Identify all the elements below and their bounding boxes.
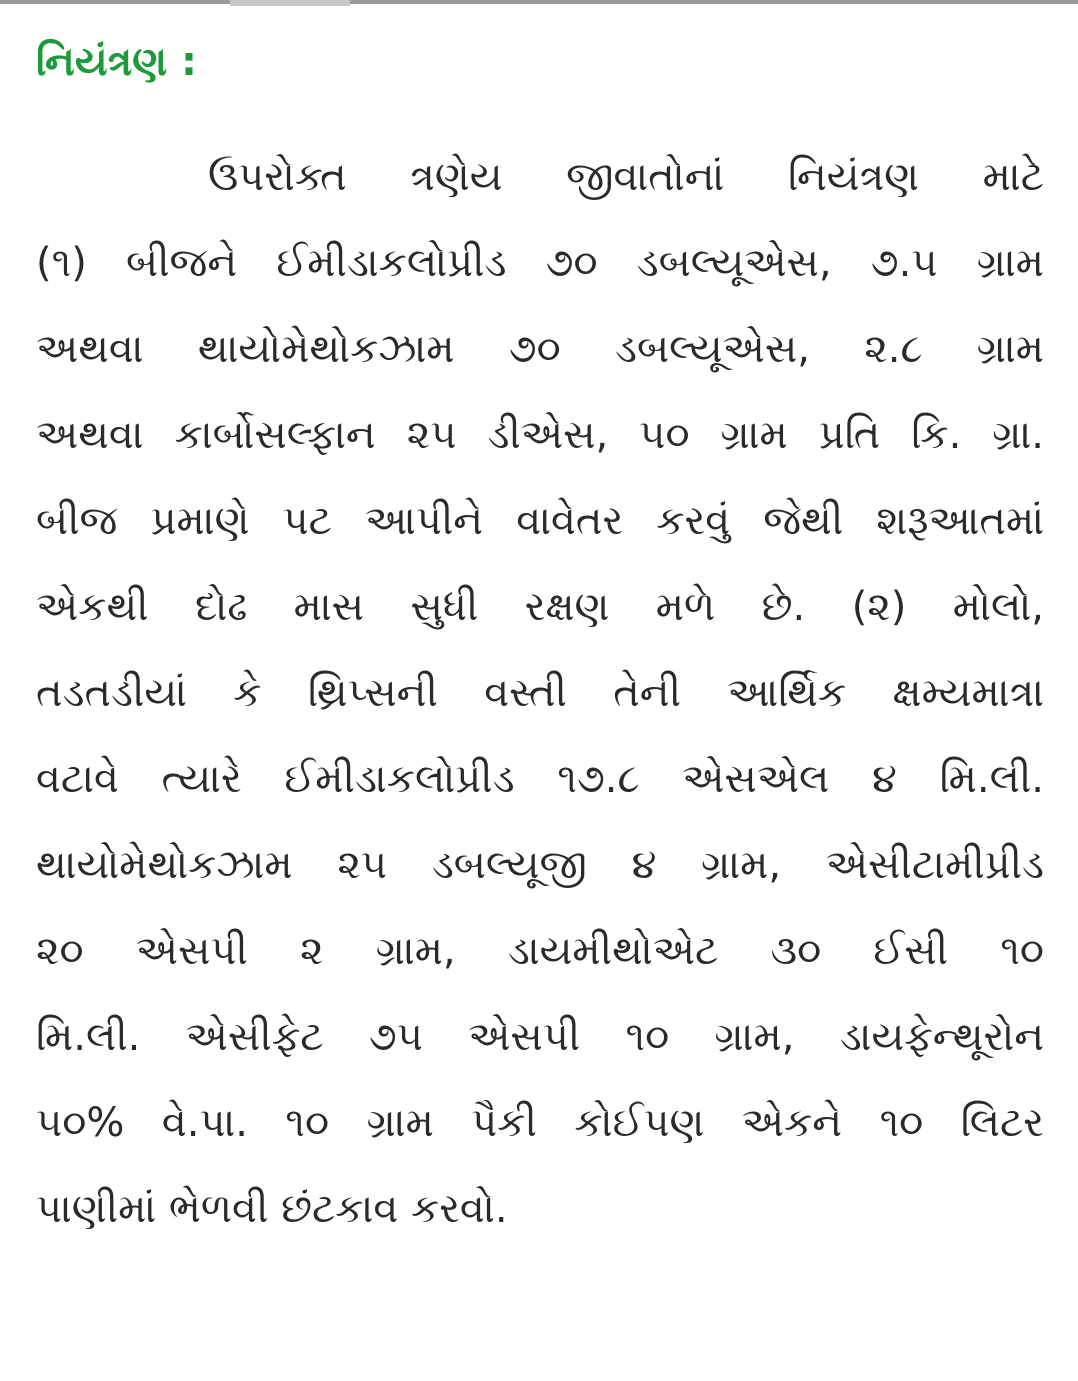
control-paragraph <box>36 134 1044 1252</box>
paragraph-line: ૫૦% વે.પા. ૧૦ ગ્રામ પૈકી કોઈપણ એકને ૧૦ લિટર <box>36 1100 1044 1146</box>
section-heading: નિયંત્રણ : <box>36 39 198 85</box>
paragraph-line: અથવા કાર્બોસલ્ફાન ૨૫ ડીએસ, ૫૦ ગ્રામ પ્રતિ કિ. ગ્રા. <box>36 412 1044 458</box>
paragraph-line: અથવા થાયોમેથોકઝામ ૭૦ ડબલ્યૂએસ, ૨.૮ ગ્રામ <box>36 326 1044 372</box>
paragraph-line: (૧) બીજને ઈમીડાકલોપ્રીડ ૭૦ ડબલ્યૂએસ, ૭.૫ ગ્રામ <box>36 240 1044 286</box>
paragraph-line: તડતડીયાં કે થ્રિપ્સની વસ્તી તેની આર્થિક ક્ષમ્યમાત્રા <box>36 670 1044 716</box>
paragraph-line: થાયોમેથોકઝામ ૨૫ ડબલ્યૂજી ૪ ગ્રામ, એસીટામીપ્રીડ <box>36 842 1044 888</box>
paragraph-line: ૨૦ એસપી ૨ ગ્રામ, ડાયમીથોએટ ૩૦ ઈસી ૧૦ <box>36 928 1044 974</box>
paragraph-line: મિ.લી. એસીફેટ ૭૫ એસપી ૧૦ ગ્રામ, ડાયફેન્થૂરોન <box>36 1014 1044 1060</box>
paragraph-line: ઉપરોક્ત ત્રણેય જીવાતોનાં નિયંત્રણ માટે <box>208 154 1044 200</box>
paragraph-line: બીજ પ્રમાણે પટ આપીને વાવેતર કરવું જેથી શરૂઆતમાં <box>36 498 1044 544</box>
paragraph-line: એકથી દોઢ માસ સુધી રક્ષણ મળે છે. (૨) મોલો, <box>36 584 1044 630</box>
paragraph-line: પાણીમાં ભેળવી છંટકાવ કરવો. <box>36 1186 508 1232</box>
paragraph-line: વટાવે ત્યારે ઈમીડાકલોપ્રીડ ૧૭.૮ એસએલ ૪ મિ.લી. <box>36 756 1044 802</box>
